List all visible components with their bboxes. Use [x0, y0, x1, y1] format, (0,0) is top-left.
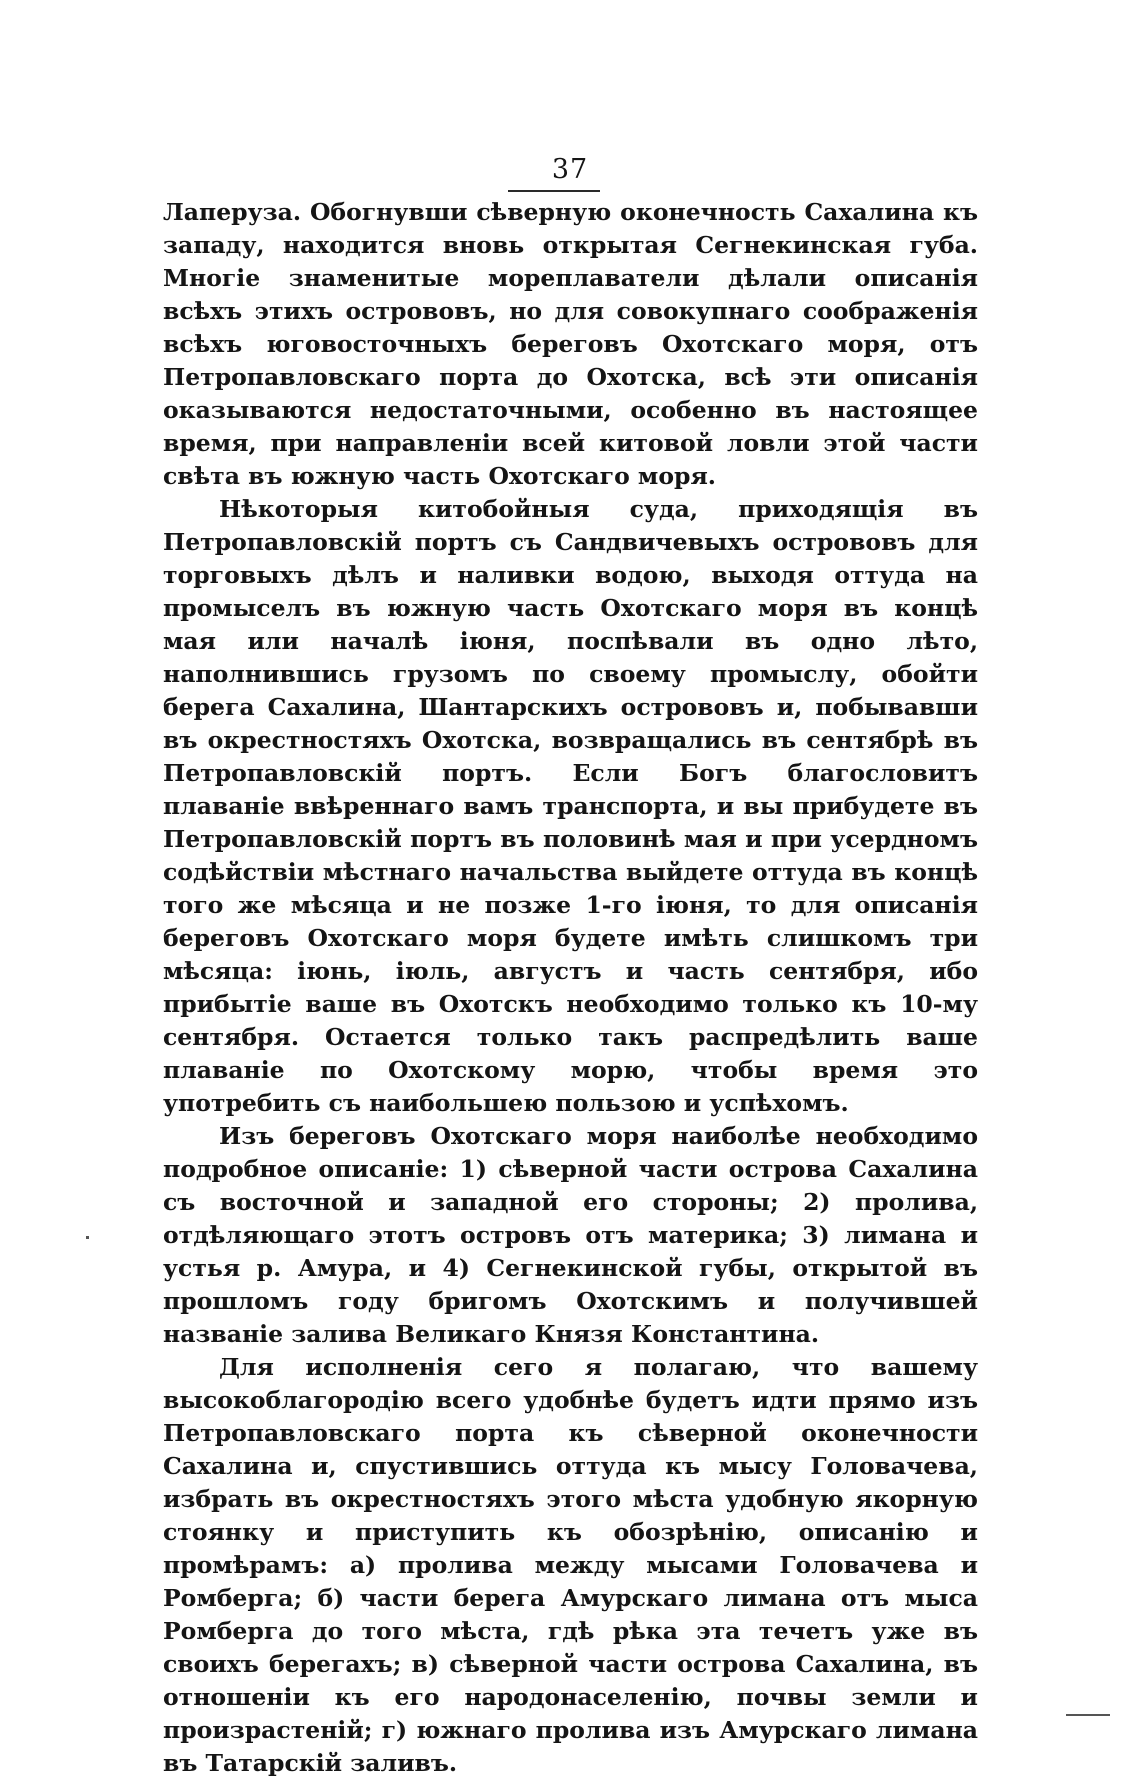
page-number-rule	[508, 190, 600, 192]
margin-mark-left	[86, 1236, 89, 1239]
page-number: 37	[551, 154, 589, 185]
paragraph-3: Изъ береговъ Охотскаго моря наиболѣе необходимо подробное описаніе: 1) сѣверной части острова Сахалина съ восточной и западной его стороны; 2) пролива, отдѣляющаго этотъ островъ отъ материка; 3) лимана и устья р. Амура, и 4) Сегнекинской губы, открытой въ прошломъ году бригомъ Охотскимъ и получившей названіе залива Великаго Князя Константина.	[163, 1122, 978, 1348]
paragraph-1: Лаперуза. Обогнувши сѣверную оконечность Сахалина къ западу, находится вновь открытая Сегнекинская губа. Многіе знаменитые мореплаватели дѣлали описанія всѣхъ этихъ острововъ, но для совокупнаго соображенія всѣхъ юговосточныхъ береговъ Охотскаго моря, отъ Петропавловскаго порта до Охотска, всѣ эти описанія оказываются недостаточными, особенно въ настоящее время, при направленіи всей китовой ловли этой части свѣта въ южную часть Охотскаго моря.	[163, 198, 978, 490]
text-body	[163, 196, 978, 1780]
margin-mark-right	[1066, 1714, 1110, 1716]
paragraph-4: Для исполненія сего я полагаю, что вашему высокоблагородію всего удобнѣе будетъ идти прямо изъ Петропавловскаго порта къ сѣверной оконечности Сахалина и, спустившись оттуда къ мысу Головачева, избрать въ окрестностяхъ этого мѣста удобную якорную стоянку и приступить къ обозрѣнію, описанію и промѣрамъ: а) пролива между мысами Головачева и Ромберга; б) части берега Амурскаго лимана отъ мыса Ромберга до того мѣста, гдѣ рѣка эта течетъ уже въ своихъ берегахъ; в) сѣверной части острова Сахалина, въ отношеніи къ его народонаселенію, почвы земли и произрастеній; г) южнаго пролива изъ Амурскаго лимана въ Татарскій заливъ.	[163, 1353, 978, 1777]
paragraph-2: Нѣкоторыя китобойныя суда, приходящія въ Петропавловскій портъ съ Сандвичевыхъ острововъ для торговыхъ дѣлъ и наливки водою, выходя оттуда на промыселъ въ южную часть Охотскаго моря въ концѣ мая или началѣ іюня, поспѣвали въ одно лѣто, наполнившись грузомъ по своему промыслу, обойти берега Сахалина, Шантарскихъ острововъ и, побывавши въ окрестностяхъ Охотска, возвращались въ сентябрѣ въ Петропавловскій портъ. Если Богъ благословитъ плаваніе ввѣреннаго вамъ транспорта, и вы прибудете въ Петропавловскій портъ въ половинѣ мая и при усердномъ содѣйствіи мѣстнаго начальства выйдете оттуда въ концѣ того же мѣсяца и не позже 1-го іюня, то для описанія береговъ Охотскаго моря будете имѣть слишкомъ три мѣсяца: іюнь, іюль, августъ и часть сентября, ибо прибытіе ваше въ Охотскъ необходимо только къ 10-му сентября. Остается только такъ распредѣлить ваше плаваніе по Охотскому морю, чтобы время это употребить съ наибольшею пользою и успѣхомъ.	[163, 495, 978, 1117]
